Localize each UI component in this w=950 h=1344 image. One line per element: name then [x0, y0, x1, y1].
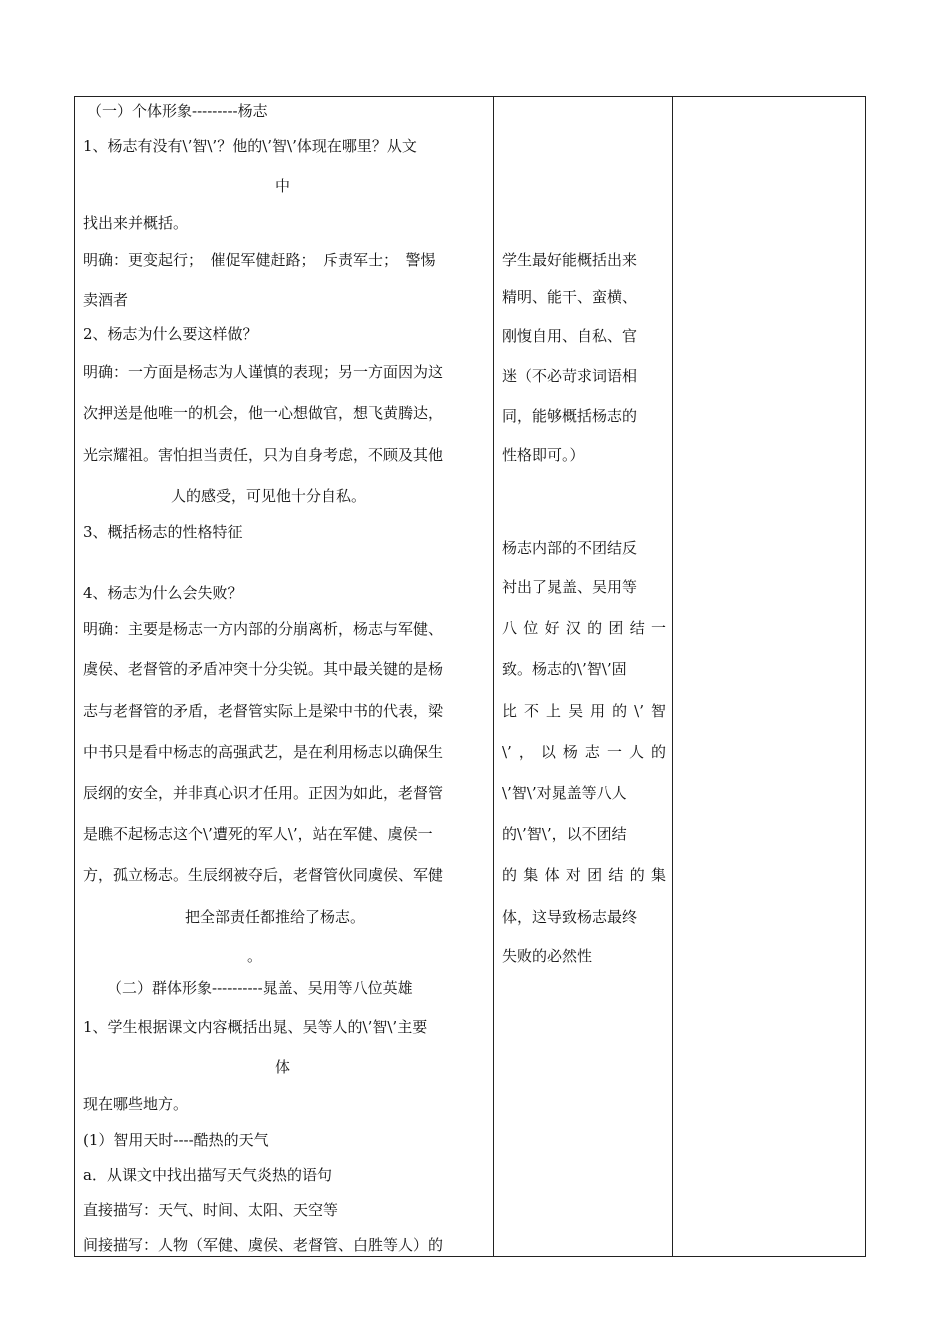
column-divider [493, 97, 494, 1256]
section-heading: （一）个体形象---------杨志 [87, 102, 268, 120]
text-line: 中 [275, 177, 291, 195]
note-line: 的集体对团结的集 [502, 866, 666, 884]
text-line: 现在哪些地方。 [83, 1095, 189, 1113]
note-line: 的\’智\’，以不团结 [502, 825, 627, 843]
note-line: 致。杨志的\’智\’固 [502, 660, 627, 678]
note-line: 迷（不必苛求词语相 [502, 367, 638, 385]
question-3: 3、概括杨志的性格特征 [83, 523, 243, 541]
note-line: 衬出了晁盖、吴用等 [502, 578, 638, 596]
text-line: 虞侯、老督管的矛盾冲突十分尖锐。其中最关键的是杨 [83, 660, 444, 678]
text-line: 光宗耀祖。害怕担当责任，只为自身考虑，不顾及其他 [83, 446, 444, 464]
text-line: 直接描写：天气、时间、太阳、天空等 [83, 1201, 339, 1219]
answer-line: 明确：更变起行； 催促军健赶路； 斥责军士； 警惕 [83, 251, 436, 269]
note-line: 刚愎自用、自私、官 [502, 327, 638, 345]
note-line: 杨志内部的不团结反 [502, 539, 638, 557]
note-line: 失败的必然性 [502, 947, 593, 965]
note-line: 八位好汉的团结一 [502, 619, 666, 637]
text-line: 人的感受，可见他十分自私。 [171, 487, 367, 505]
text-line: 志与老督管的矛盾，老督管实际上是梁中书的代表，梁 [83, 702, 444, 720]
text-line: 把全部责任都推给了杨志。 [185, 908, 366, 926]
note-line: 性格即可。） [502, 446, 585, 464]
text-line: 卖酒者 [83, 291, 129, 309]
text-line: 找出来并概括。 [83, 214, 189, 232]
question-2: 2、杨志为什么要这样做？ [83, 325, 258, 343]
text-line: 次押送是他唯一的机会，他一心想做官，想飞黄腾达， [83, 404, 444, 422]
text-line: 中书只是看中杨志的高强武艺，是在利用杨志以确保生 [83, 743, 444, 761]
note-line: 比不上吴用的\’智 [502, 702, 666, 720]
question-4: 4、杨志为什么会失败？ [83, 584, 243, 602]
text-line: a．从课文中找出描写天气炎热的语句 [83, 1166, 332, 1184]
sub-heading: (1）智用天时----酷热的天气 [83, 1131, 269, 1149]
note-line: 学生最好能概括出来 [502, 251, 638, 269]
lesson-table [74, 96, 866, 1257]
note-line: \’，以杨志一人的 [502, 743, 666, 761]
answer-line: 明确：一方面是杨志为人谨慎的表现；另一方面因为这 [83, 363, 444, 381]
answer-line: 明确：主要是杨志一方内部的分崩离析，杨志与军健、 [83, 620, 444, 638]
section-heading: （二）群体形象----------晁盖、吴用等八位英雄 [107, 979, 413, 997]
text-line: 是瞧不起杨志这个\’遭死的军人\’，站在军健、虞侯一 [83, 825, 433, 843]
text-line: 体 [275, 1058, 291, 1076]
question-1: 1、杨志有没有\’智\’？他的\’智\’体现在哪里？从文 [83, 137, 417, 155]
text-line: 间接描写：人物（军健、虞侯、老督管、白胜等人）的 [83, 1236, 444, 1254]
question-line: 1、学生根据课文内容概括出晁、吴等人的\’智\’主要 [83, 1018, 428, 1036]
column-divider [672, 97, 673, 1256]
note-line: 体，这导致杨志最终 [502, 908, 638, 926]
text-line: 辰纲的安全，并非真心识才任用。正因为如此，老督管 [83, 784, 444, 802]
note-line: 精明、能干、蛮横、 [502, 288, 638, 306]
text-line: 方，孤立杨志。生辰纲被夺后，老督管伙同虞侯、军健 [83, 866, 444, 884]
text-line: 。 [247, 947, 263, 965]
note-line: \’智\’对晁盖等八人 [502, 784, 627, 802]
note-line: 同，能够概括杨志的 [502, 407, 638, 425]
